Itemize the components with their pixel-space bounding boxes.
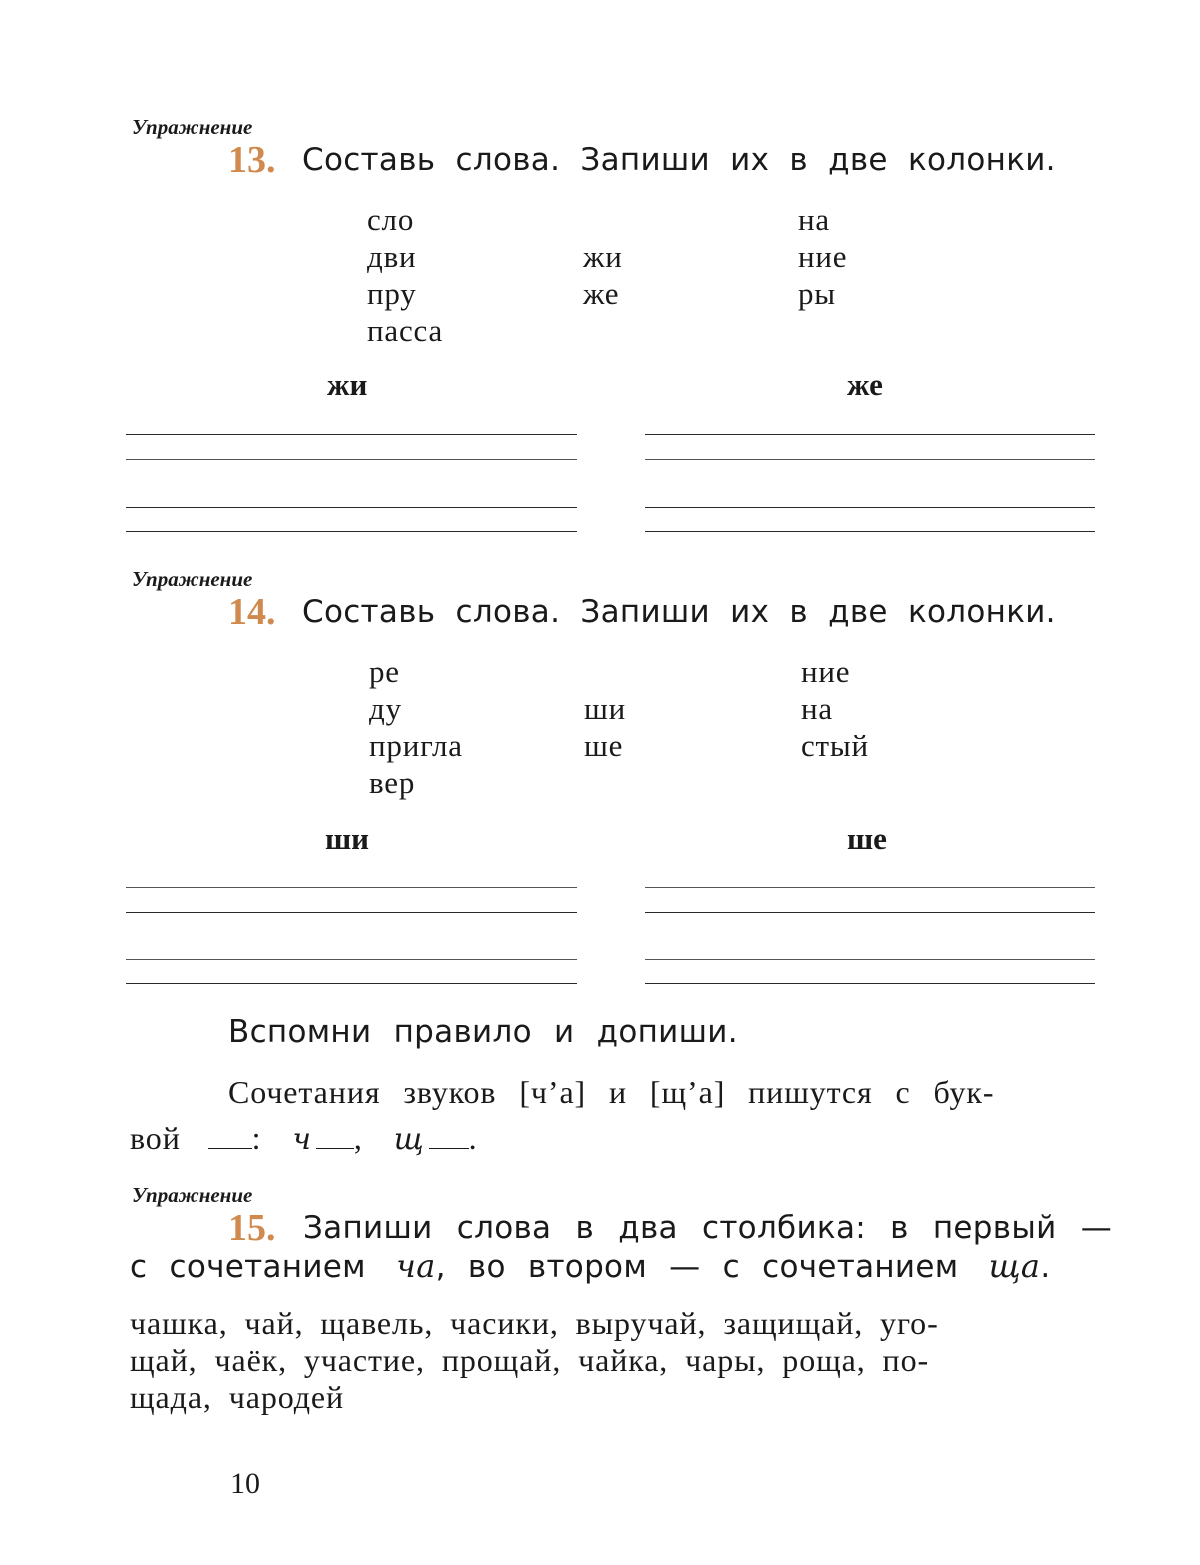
column-heading: ши — [325, 821, 370, 856]
syllable: пру — [367, 276, 417, 311]
writing-line[interactable] — [645, 959, 1095, 960]
script-letter: щ — [393, 1122, 425, 1157]
column-heading: жи — [327, 367, 368, 402]
writing-line[interactable] — [126, 531, 577, 532]
word-list: щада, чародей — [130, 1379, 345, 1415]
answer-blank[interactable] — [429, 1148, 469, 1149]
comma: , — [353, 1120, 363, 1156]
exercise-label: Упражнение — [132, 115, 253, 139]
writing-line[interactable] — [645, 459, 1095, 460]
syllable: дви — [367, 239, 417, 274]
writing-line[interactable] — [645, 531, 1095, 532]
writing-line[interactable] — [126, 507, 577, 508]
syllable: же — [583, 276, 620, 311]
writing-line[interactable] — [645, 434, 1095, 435]
rule-title: Вспомни правило и допиши. — [228, 1014, 738, 1050]
writing-line[interactable] — [645, 912, 1095, 913]
exercise-task: Запиши слова в два столбика: в первый — — [303, 1210, 1113, 1246]
syllable: вер — [369, 765, 416, 800]
column-heading: ше — [847, 821, 887, 856]
period: . — [468, 1120, 478, 1156]
syllable: ры — [798, 276, 836, 311]
syllable: стый — [801, 728, 869, 763]
exercise-task: с сочетанием — [130, 1249, 366, 1285]
exercise-number: 13. — [228, 139, 276, 181]
writing-line[interactable] — [126, 887, 577, 888]
exercise-task: Составь слова. Запиши их в две колонки. — [302, 142, 1056, 178]
syllable: пригла — [369, 728, 463, 763]
script-letters: ща — [988, 1247, 1041, 1285]
writing-line[interactable] — [645, 887, 1095, 888]
writing-line[interactable] — [126, 983, 577, 984]
page-number: 10 — [230, 1467, 260, 1500]
script-letters: ча — [395, 1247, 436, 1285]
answer-blank[interactable] — [316, 1148, 354, 1149]
writing-line[interactable] — [645, 983, 1095, 984]
syllable: сло — [367, 202, 415, 237]
syllable: на — [798, 202, 830, 237]
syllable: пасса — [367, 313, 444, 348]
syllable: ше — [584, 728, 624, 763]
syllable: ши — [584, 691, 627, 726]
syllable: ду — [369, 691, 402, 726]
column-heading: же — [847, 367, 883, 402]
script-letter: ч — [292, 1122, 312, 1157]
exercise-task: Составь слова. Запиши их в две колонки. — [302, 594, 1056, 630]
writing-line[interactable] — [126, 959, 577, 960]
rule-text: вой — [130, 1120, 181, 1156]
syllable: на — [801, 691, 833, 726]
answer-blank[interactable] — [208, 1148, 252, 1149]
writing-line[interactable] — [126, 434, 577, 435]
exercise-task-line2 — [130, 1247, 1050, 1285]
colon: : — [251, 1120, 262, 1156]
syllable: жи — [583, 239, 623, 274]
writing-line[interactable] — [126, 459, 577, 460]
syllable: ние — [798, 239, 848, 274]
rule-text: Сочетания звуков [ч’а] и [щ’а] пишутся с бук- — [228, 1074, 995, 1110]
word-list: щай, чаёк, участие, прощай, чайка, чары, роща, по- — [130, 1342, 930, 1378]
syllable: ние — [801, 654, 851, 689]
writing-line[interactable] — [126, 912, 577, 913]
exercise-label: Упражнение — [132, 567, 253, 591]
word-list: чашка, чай, щавель, часики, выручай, защищай, уго- — [130, 1305, 939, 1341]
exercise-label: Упражнение — [132, 1183, 253, 1207]
exercise-number: 15. — [228, 1207, 276, 1249]
exercise-number: 14. — [228, 591, 276, 633]
writing-line[interactable] — [645, 507, 1095, 508]
syllable: ре — [369, 654, 400, 689]
rule-text-line2 — [130, 1120, 478, 1157]
exercise-task: , во втором — с сочетанием — [435, 1249, 959, 1285]
period: . — [1040, 1249, 1051, 1285]
